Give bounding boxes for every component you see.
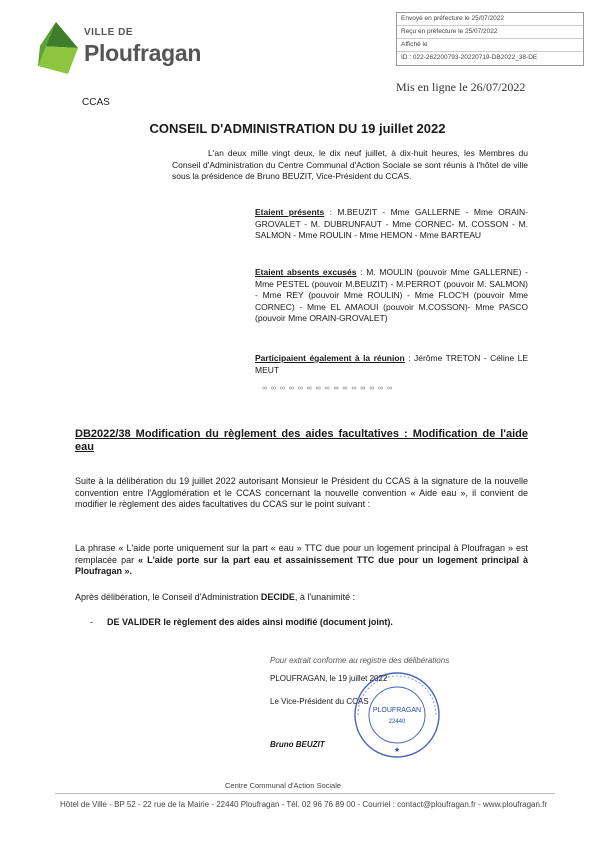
decision-text: DE VALIDER le règlement des aides ainsi modifié (document joint). <box>107 617 393 627</box>
stamp-line-sent: Envoyé en préfecture le 25/07/2022 <box>397 13 583 26</box>
stamp-line-id: ID : 022-262200793-20220719-DB2022_38-DE <box>401 54 538 61</box>
svg-text:PLOUFRAGAN: PLOUFRAGAN <box>372 707 422 714</box>
signatory-name: Bruno BEUZIT <box>270 740 325 749</box>
svg-text:22440: 22440 <box>388 719 406 725</box>
ploufragan-logo-icon <box>34 20 82 76</box>
paragraph-3-end: , à l'unanimité : <box>294 592 356 602</box>
footer-centre-name: Centre Communal d'Action Sociale <box>225 781 342 790</box>
signatory-role: Le Vice-Président du CCAS <box>270 697 369 706</box>
org-label: CCAS <box>82 97 110 108</box>
deliberation-paragraph-1: Suite à la délibération du 19 juillet 2022 autorisant Monsieur le Président du CCAS à la signature de la nouvelle convention entre l'Agglomération et le CCAS concernant la nouvelle convention « Aide eau », il convient de modifier le règlement des aides facultatives du CCAS sur le point suivant : <box>75 476 528 509</box>
deliberation-title: DB2022/38 Modification du règlement des aides facultatives : Modification de l'aide eau <box>75 428 528 453</box>
separator: ∞ ∞ ∞ ∞ ∞ ∞ ∞ ∞ ∞ ∞ ∞ ∞ ∞ ∞ ∞ <box>262 385 394 392</box>
ccas-seal-stamp <box>350 670 444 760</box>
paragraph-2-start: La phrase « L'aide porte uniquement sur la part « eau » TTC due pour un logement principal à Ploufragan » est remplacée par <box>75 543 528 565</box>
deliberation-paragraph-3 <box>75 592 528 604</box>
present-label: Etaient présents <box>255 207 325 217</box>
absent-list: : M. MOULIN (pouvoir Mme GALLERNE) - Mme PESTEL (pouvoir M.BEUZIT) - M.PERROT (pouvoir M. SALMON) - Mme REY (pouvoir Mme ROULIN) - Mme FLOC'H (pouvoir Mme CORNEC) - Mme EL AMAOUI (pouvoir M.COSSON)- Mme PASCO (pouvoir Mme ORAIN-GROVALET) <box>255 267 528 323</box>
intro-paragraph: L'an deux mille vingt deux, le dix neuf juillet, à dix-huit heures, les Membres du Conseil d'Administration du Centre Communal d'Action Sociale se sont réunis à l'hôtel de ville sous la présidence de Bruno BEUZIT, Vice-Président du CCAS. <box>172 148 528 181</box>
footer-address: Hôtel de Ville - BP 52 - 22 rue de la Mairie - 22440 Ploufragan - Tél. 02 96 76 89 00 - Courriel : contact@ploufragan.fr - www.ploufragan.fr <box>60 800 548 809</box>
present-list: : M.BEUZIT - Mme GALLERNE - Mme ORAIN-GROVALET - M. DUBRUNFAUT - Mme CORNEC- M. COSSON - M. SALMON - Mme ROULIN - Mme HEMON - Mme BARTEAU <box>255 207 528 240</box>
also-present <box>255 353 528 376</box>
decide-word: DECIDE <box>260 592 295 602</box>
place-date: PLOUFRAGAN, le 19 juillet 2022 <box>270 674 388 683</box>
logo-ville-de: VILLE DE <box>84 27 134 38</box>
logo-ploufragan: Ploufragan <box>84 40 202 66</box>
absent-members <box>255 267 528 325</box>
present-members <box>255 207 528 242</box>
also-label: Participaient également à la réunion <box>255 353 405 363</box>
decision-bullet <box>90 617 393 627</box>
page-title: CONSEIL D'ADMINISTRATION DU 19 juillet 2022 <box>149 121 446 136</box>
footer-divider <box>55 793 555 794</box>
also-list: : Jérôme TRETON - Céline LE MEUT <box>255 353 528 375</box>
absent-label: Etaient absents excusés <box>255 267 357 277</box>
prefecture-stamp <box>396 12 584 66</box>
stamp-line-posted: Affiché le <box>397 39 583 52</box>
svg-text:★: ★ <box>393 747 401 754</box>
online-date: Mis en ligne le 26/07/2022 <box>396 80 526 94</box>
deliberation-paragraph-2 <box>75 543 528 578</box>
extract-note: Pour extrait conforme au registre des délibérations <box>270 656 450 665</box>
paragraph-2-bold: « L'aide porte sur la part eau et assainissement TTC due pour un logement principal à Ploufragan ». <box>75 554 528 576</box>
bullet-dash: - <box>90 617 93 627</box>
stamp-line-received: Reçu en préfecture le 25/07/2022 <box>397 26 583 39</box>
paragraph-3-start: Après délibération, le Conseil d'Administration <box>75 592 261 602</box>
